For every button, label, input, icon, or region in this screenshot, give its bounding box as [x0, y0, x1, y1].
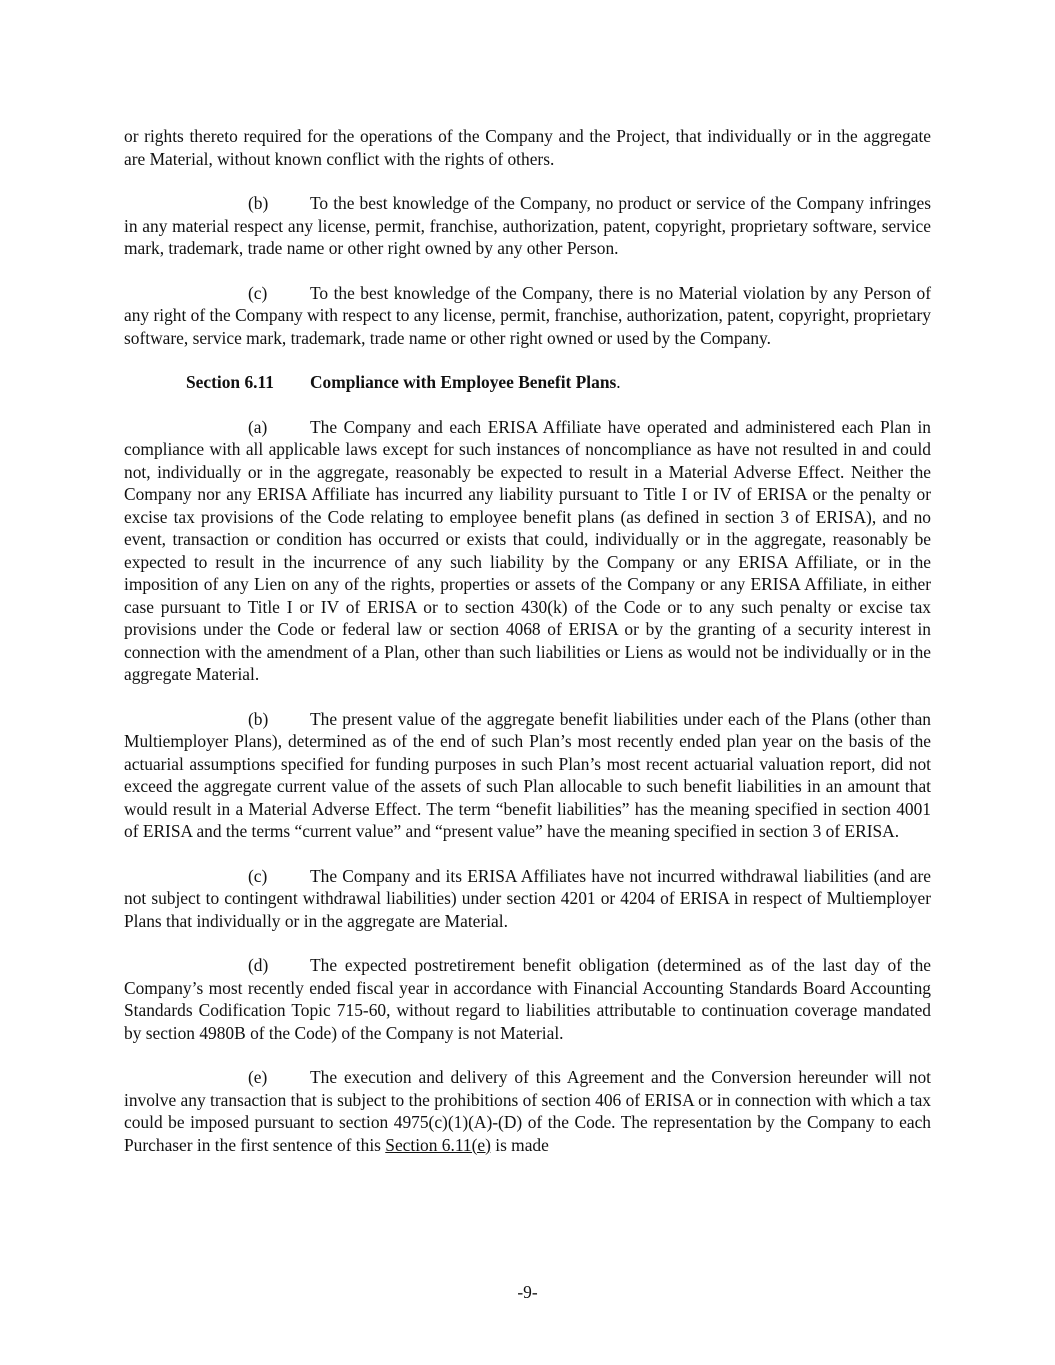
section-number: Section 6.11: [186, 372, 274, 392]
paragraph-c-ip: [124, 282, 931, 350]
paragraph-a-erisa: [124, 416, 931, 686]
clause-text: The present value of the aggregate benefit liabilities under each of the Plans (other than Multiemployer Plans), determined as of the end of such Plan’s most recently ended plan year on the basis of the actuarial assumptions specified for funding purposes in such Plan’s most recent actuarial valuation report, did not exceed the aggregate current value of the assets of such Plan allocable to such benefit liabilities in an amount that would result in a Material Adverse Effect. The term “benefit liabilities” has the meaning specified in section 4001 of ERISA and the terms “current value” and “present value” have the meaning specified in section 3 of ERISA.: [124, 708, 931, 841]
clause-number: (c): [248, 865, 268, 886]
clause-number: (b): [248, 708, 269, 729]
section-heading: [186, 371, 931, 394]
paragraph-d-erisa: [124, 954, 931, 1044]
document-page: [124, 125, 931, 1178]
paragraph-e-erisa: [124, 1066, 931, 1156]
clause-text: The Company and each ERISA Affiliate have operated and administered each Plan in compliance with all applicable laws except for such instances of noncompliance as have not resulted in and could not, individually or in the aggregate, reasonably be expected to result in a Material Adverse Effect. Neither the Company nor any ERISA Affiliate has incurred any liability pursuant to Title I or IV of ERISA or the penalty or excise tax provisions of the Code relating to employee benefit plans (as defined in section 3 of ERISA), and no event, transaction or condition has occurred or exists that could, individually or in the aggregate, reasonably be expected to result in the incurrence of any such liability by the Company or any ERISA Affiliate, or in the imposition of any Lien on any of the rights, properties or assets of the Company or any ERISA Affiliate, in either case pursuant to Title I or IV of ERISA or to section 430(k) of the Code or to any such penalty or excise tax provisions under the Code or federal law or section 4068 of ERISA or by the granting of a security interest in connection with the amendment of a Plan, other than such liabilities or Liens as would not be individually or in the aggregate Material.: [124, 416, 931, 684]
clause-text: The expected postretirement benefit obligation (determined as of the last day of the Company’s most recently ended fiscal year in accordance with Financial Accounting Standards Board Accounting Standards Codification Topic 715-60, without regard to liabilities attributable to continuation coverage mandated by section 4980B of the Code) of the Company is not Material.: [124, 955, 931, 1043]
clause-text: The Company and its ERISA Affiliates have not incurred withdrawal liabilities (and are not subject to contingent withdrawal liabilities) under section 4201 or 4204 of ERISA in respect of Multiemployer Plans that individually or in the aggregate are Material.: [124, 865, 931, 931]
clause-number: (c): [248, 282, 268, 303]
clause-text: To the best knowledge of the Company, no product or service of the Company infringes in any material respect any license, permit, franchise, authorization, patent, copyright, proprietary software, service mark, trademark, trade name or other right owned by any other Person.: [124, 193, 931, 258]
clause-text: The execution and delivery of this Agreement and the Conversion hereunder will not involve any transaction that is subject to the prohibitions of section 406 of ERISA or in connection with which a tax could be imposed pursuant to section 4975(c)(1)(A)-(D) of the Code. The representation by the Company to each Purchaser in the first sentence of this: [124, 1067, 931, 1155]
clause-number: (e): [248, 1067, 268, 1087]
clause-number: (b): [248, 193, 269, 213]
clause-text: To the best knowledge of the Company, there is no Material violation by any Person of any right of the Company with respect to any license, permit, franchise, authorization, patent, copyright, proprietary software, service mark, trademark, trade name or other right owned or used by the Company.: [124, 282, 931, 348]
section-cross-reference: Section 6.11(e): [385, 1134, 491, 1155]
paragraph-b-erisa: [124, 708, 931, 843]
paragraph-c-erisa: [124, 865, 931, 933]
paragraph-b-ip: [124, 192, 931, 260]
clause-number: (a): [248, 416, 268, 437]
clause-text-end: is made: [490, 1134, 549, 1155]
section-period: .: [616, 372, 621, 392]
clause-number: (d): [248, 955, 269, 975]
paragraph-continuation: or rights thereto required for the operations of the Company and the Project, that individually or in the aggregate are Material, without known conflict with the rights of others.: [124, 126, 931, 169]
page-number: -9-: [517, 1282, 538, 1302]
section-title: Compliance with Employee Benefit Plans: [310, 372, 617, 392]
